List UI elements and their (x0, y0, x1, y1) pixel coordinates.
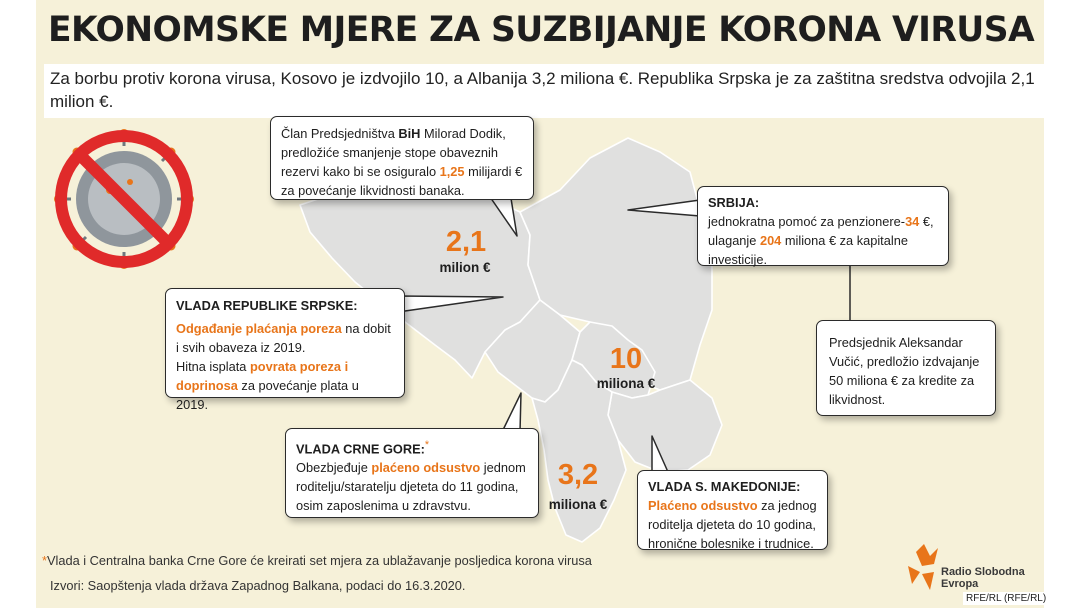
bih-amount: 1,25 (439, 164, 465, 179)
srbija-heading: SRBIJA: (708, 195, 760, 210)
kosovo-value: 10 (609, 343, 643, 375)
rs-text-1: na dobit i svih obaveza iz 2019. (176, 321, 391, 355)
bih-text-2: Milorad Dodik, predložiće smanjenje stope obaveznih rezervi kako bi se osiguralo (281, 126, 506, 179)
footnote (42, 553, 592, 568)
rfe-logo-text (941, 566, 1025, 590)
callout-bih (270, 116, 534, 200)
srbija-amount-2: 204 (759, 233, 782, 248)
rs-highlight-1: Odgađanje plaćanja poreza (176, 321, 342, 336)
srbija-text-1-end: €, (919, 214, 934, 229)
rs-heading: VLADA REPUBLIKE SRPSKE: (176, 298, 358, 313)
rs-unit: milion € (439, 260, 491, 275)
vucic-text: Predsjednik Aleksandar Vučić, predložio izdvajanje 50 miliona € za kredite za likvidnost. (829, 335, 980, 407)
rs-value: 2,1 (445, 226, 487, 258)
rfe-logo-icon (908, 544, 938, 590)
callout-republika-srpska (165, 288, 405, 412)
srbija-text-1: jednokratna pomoć za penzionere- (708, 214, 906, 229)
kosovo-unit: miliona € (596, 376, 656, 391)
callout-tail-cg (502, 393, 521, 432)
cg-text-rest: jednom roditelju/staratelju djeteta do 11 godina, osim zaposlenima u zdravstvu. (296, 460, 526, 514)
rs-highlight-2: povrata poreza i doprinosa (176, 359, 349, 393)
srbija-amount-1: 34 (905, 214, 920, 229)
callout-crna-gora (285, 428, 539, 518)
footnote-text: Vlada i Centralna banka Crne Gore će kreirati set mjera za ublažavanje posljedica korona virusa (46, 553, 592, 568)
callout-srbija (697, 186, 949, 266)
cg-text-a: Obezbjeđuje (296, 460, 372, 476)
cg-heading: VLADA CRNE GORE: (296, 441, 425, 457)
albania-unit: miliona € (548, 497, 608, 512)
virus-prohibited-icon (54, 129, 194, 269)
mk-highlight: Plaćeno odsustvo (648, 498, 758, 513)
rs-text-2b: za povećanje plata u 2019. (176, 378, 359, 412)
logo-line-1: Radio Slobodna (941, 566, 1025, 578)
mk-text-rest: za jednog roditelja djeteta do 10 godina, hronične bolesnike i trudnice. (648, 498, 817, 551)
intro-text: Za borbu protiv korona virusa, Kosovo je izdvojilo 10, a Albanija 3,2 miliona €. Republika Srpska je za zaštitna sredstva odvojila 2,1 milion €. (50, 69, 1035, 111)
photo-credit: RFE/RL (RFE/RL) (963, 592, 1049, 605)
cg-highlight: plaćeno odsustvo (371, 460, 481, 476)
footnote-star: * (42, 553, 47, 568)
callout-makedonija (637, 470, 828, 550)
albania-value: 3,2 (557, 459, 599, 491)
rs-text-2a: Hitna isplata (176, 359, 250, 374)
callout-vucic (816, 320, 996, 416)
srbija-text-2: ulaganje (708, 233, 760, 248)
bih-text-3: milijardi € za povećanje likvidnosti banaka. (281, 164, 523, 198)
srbija-text-2-end: miliona € za kapitalne investicije. (708, 233, 908, 267)
mk-heading: VLADA S. MAKEDONIJE: (648, 479, 801, 494)
logo-line-2: Evropa (941, 578, 979, 590)
sources: Izvori: Saopštenja vlada država Zapadnog Balkana, podaci do 16.3.2020. (50, 578, 466, 593)
bih-label: BiH (398, 126, 421, 141)
bih-text-1: Član Predsjedništva (281, 126, 399, 141)
cg-star: * (424, 439, 430, 451)
page-title: EKONOMSKE MJERE ZA SUZBIJANJE KORONA VIRUSA (48, 10, 1035, 50)
